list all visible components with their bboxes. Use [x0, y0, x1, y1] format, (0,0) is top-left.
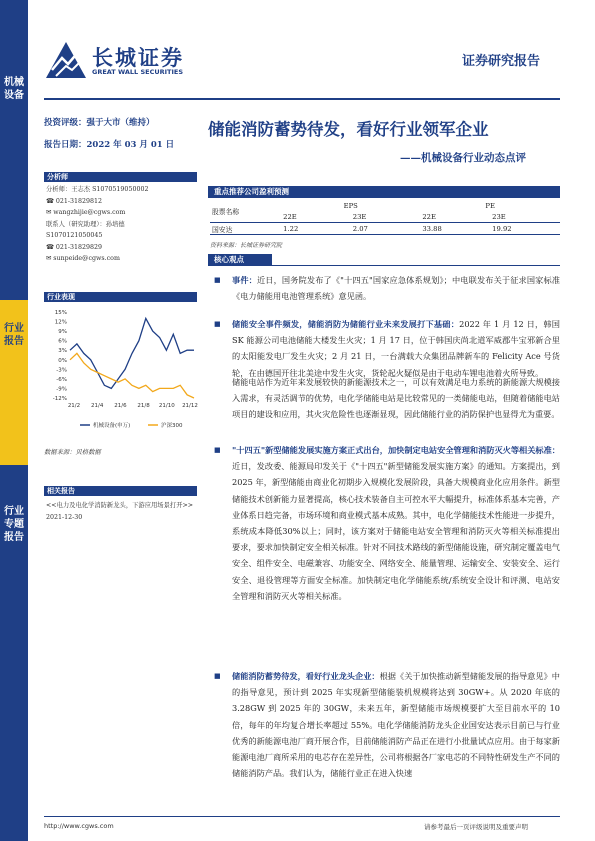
footer-website-link[interactable]: http://www.cgws.com	[44, 822, 114, 830]
x-tick-label: 21/8	[137, 403, 150, 409]
eps-table	[210, 200, 560, 235]
paragraph-lead: "十四五"新型储能发展实施方案正式出台，加快制定电站安全管理和消防灭火等相关标准：	[232, 445, 560, 455]
table-cell: 19.92	[492, 224, 512, 233]
phone-icon: ☎	[46, 243, 56, 251]
series-line	[70, 353, 194, 398]
paragraph-policy	[232, 442, 560, 604]
mail-icon: ✉	[46, 255, 54, 262]
col-year: 22E	[283, 212, 297, 221]
contact-phone: 021-31829829	[55, 243, 103, 251]
eps-table-heading: 重点推荐公司盈利预测	[208, 186, 560, 198]
x-tick-label: 21/10	[158, 403, 175, 409]
table-cell: 1.22	[283, 224, 299, 233]
side-label-topic: 行业专题报告	[4, 506, 24, 543]
bullet-icon: ■	[214, 446, 221, 454]
chart-source: 数据来源：贝格数据	[44, 449, 101, 456]
contact-email[interactable]: sunpeide@cgws.com	[53, 255, 120, 262]
x-tick-label: 21/6	[114, 403, 127, 409]
col-stock-name: 股票名称	[212, 208, 240, 216]
footer-rule	[44, 816, 560, 817]
legend-label: 沪深300	[161, 423, 183, 429]
x-tick-label: 21/2	[67, 403, 81, 409]
page-subtitle: ——机械设备行业动态点评	[400, 152, 526, 164]
paragraph-lead: 事件：	[232, 275, 257, 285]
y-tick-label: 3%	[58, 348, 67, 355]
y-tick-label: -12%	[52, 396, 67, 402]
side-strip-top	[0, 0, 28, 300]
logo-icon	[44, 40, 88, 80]
report-date: 报告日期：2022 年 03 月 01 日	[44, 140, 175, 150]
contact-name: 联系人（研究助理）：孙培德	[46, 220, 125, 228]
side-strip-middle	[0, 300, 28, 465]
phone-icon: ☎	[46, 197, 56, 205]
analysts-block	[46, 184, 196, 265]
y-tick-label: 9%	[58, 329, 67, 336]
analyst-phone: 021-31829812	[55, 197, 103, 205]
footer-disclaimer: 请参考最后一页评级说明及重要声明	[424, 823, 528, 831]
y-tick-label: 12%	[54, 319, 67, 326]
y-tick-label: 0%	[58, 357, 67, 364]
col-year: 23E	[352, 212, 367, 221]
table-source: 资料来源：长城证券研究院	[210, 242, 283, 249]
series-line	[70, 318, 194, 388]
paragraph-text: 近日，发改委、能源局印发关于《"十四五"新型储能发展实施方案》的通知。方案提出，到 2025 年，新型储能由商业化初期步入规模化发展阶段，具备大规模商业化应用条件。新型储能技术创新能力显著提高，核心技术装备自主可控水平大幅提升，标准体系基本完善，产业体系日趋完备，市场环境和商业模式基本成熟。其中，电化学储能技术性能进一步提升，系统成本降低30%以上；同时，该方案对于储能电站安全管理和消防灭火等相关标准提出要求，要求加快制定安全相关标准。针对不同技术路线的新型储能设施，研究制定覆盖电气安全、组件安全、电磁兼容、功能安全、网络安全、能量管理、运输安全、安装安全、运行安全、退役管理等方面安全标准。加快制定电化学储能系统/系统安全设计和评测、电站安全管理和消防灭火等相关标准。	[232, 461, 560, 601]
y-tick-label: -3%	[56, 367, 67, 374]
contact-license: S1070121050045	[46, 232, 103, 239]
paragraph-text: 根据《关于加快推动新型储能发展的指导意见》中的指导意见，预计到 2025 年实现新型储能装机规模将达到 30GW+。从 2020 年底的 3.28GW 到 2025 年的 30GW，未来五年，新型储能市场规模要扩大至目前水平的 10 倍，每年的年均复合增长率超过 55%。电化学储能消防龙头企业国安达表示目前已与行业优秀的新能源电池厂商开展合作，目前储能消防产品正在进行小批量试点应用。由于每家新能源电池厂商所采用的电芯存在差异性，公司将根据各厂家电芯的不同特性研发生产不同的储能消防产品。我们认为，储能行业正在进入快速	[232, 671, 560, 779]
page-title: 储能消防蓄势待发，看好行业领军企业	[208, 120, 489, 139]
brand-name-en: GREAT WALL SECURITIES	[92, 68, 184, 76]
bullet-icon: ■	[214, 672, 221, 680]
col-year: 23E	[492, 212, 506, 221]
mail-icon: ✉	[46, 209, 54, 216]
table-cell: 2.07	[352, 224, 368, 233]
investment-rating: 投资评级：强于大市（维持）	[44, 118, 155, 128]
analyst-email[interactable]: wangzhijie@cgws.com	[53, 209, 126, 216]
market-chart	[44, 304, 200, 434]
paragraph-text: 2022 年 1 月 12 日，韩国 SK 能源公司电池储能大楼发生火灾；1 月 17 日，位于韩国庆尚北道军威郡牛宝邪新合里的太阳能发电厂发生火灾；2 月 21 日，一台满载大众集团品牌新车的 Felicity Ace 号货轮，在由德国开往北美途中发生火灾，货轮起火疑似是由于电动车锂电池着火所导致。	[232, 319, 560, 378]
col-group-eps: EPS	[343, 201, 358, 210]
paragraph-outlook	[232, 668, 560, 802]
paragraph-lead: 储能消防蓄势待发，看好行业龙头企业：	[232, 671, 380, 681]
related-report-link[interactable]: <<电力及电化学消防新龙头，下游应用场景打开>> 2021-12-30	[46, 502, 194, 521]
col-group-pe: PE	[485, 201, 495, 210]
stock-name: 国安达	[212, 225, 233, 234]
y-tick-label: -6%	[56, 376, 67, 383]
paragraph-text: 近日，国务院发布了《"十四五"国家应急体系规划》；中电联发布关于征求国家标准《电力储能用电池管理系统》意见函。	[232, 275, 560, 302]
bullet-icon: ■	[214, 320, 221, 328]
col-year: 22E	[422, 212, 436, 221]
side-label-report: 行业报告	[4, 323, 24, 347]
legend-label: 机械设备(申万)	[93, 423, 131, 429]
bullet-icon: ■	[214, 276, 221, 284]
related-heading: 相关报告	[44, 486, 197, 496]
market-chart-heading: 行业表现	[44, 292, 197, 302]
analysts-heading: 分析师	[44, 172, 197, 182]
header-rule	[44, 98, 560, 100]
paragraph-incidents	[232, 316, 560, 381]
y-tick-label: 15%	[54, 310, 67, 316]
table-cell: 33.88	[422, 224, 442, 233]
x-tick-label: 21/12	[182, 403, 198, 409]
paragraph-storage-station: 储能电站作为近年来发展较快的新能源技术之一，可以有效满足电力系统的新能源大规模接入需求，有灵活调节的优势，电化学储能电站是比较常见的一类储能电站，但随着储能电站项目的建设和应用，其火灾危险性也逐渐显现，因此储能行业的消防保护也显得尤为重要。	[232, 377, 560, 420]
paragraph-event	[232, 272, 560, 304]
core-view-heading: 核心观点	[208, 254, 272, 266]
core-view-rule	[272, 265, 560, 266]
side-strip-bottom	[0, 465, 28, 841]
analyst-name: 分析师：王志杰 S1070519050002	[46, 186, 149, 193]
y-tick-label: -9%	[56, 386, 67, 393]
table-row	[210, 223, 560, 235]
y-tick-label: 6%	[58, 338, 67, 345]
brand-name-cn: 长城证券	[92, 45, 184, 70]
report-type-label: 证券研究报告	[462, 54, 541, 69]
side-label-sector: 机械设备	[4, 77, 24, 101]
x-tick-label: 21/4	[91, 403, 104, 409]
paragraph-lead: 储能安全事件频发，储能消防为储能行业未来发展打下基础：	[232, 319, 460, 329]
